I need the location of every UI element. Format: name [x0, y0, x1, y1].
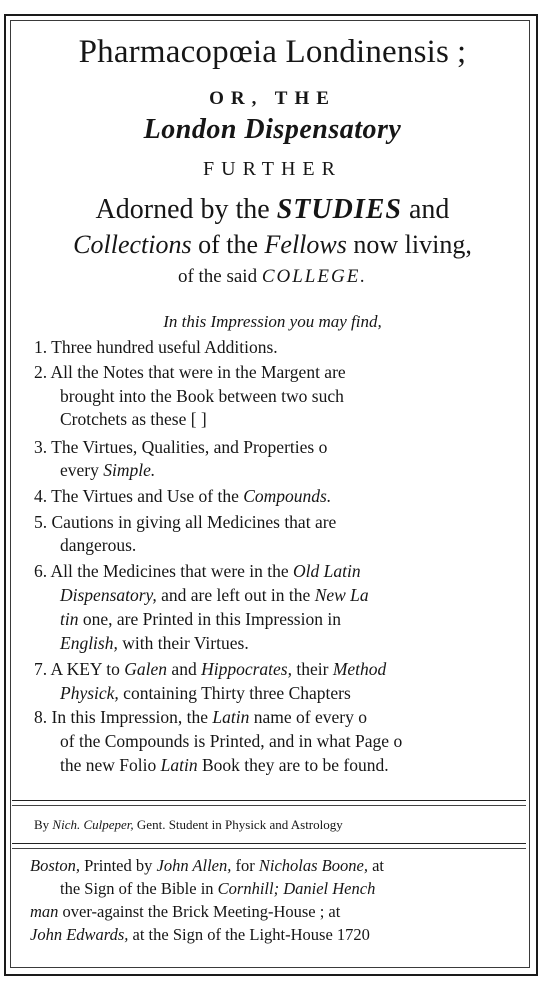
list-item-8-line-1: 8. In this Impression, the Latin name of every o — [34, 707, 367, 727]
list-item-6-line-2: Dispensatory, and are left out in the New La — [60, 585, 369, 605]
list-item-5-line-2: dangerous. — [60, 535, 137, 555]
imprint-line-1: Boston, Printed by John Allen, for Nicholas Boone, at — [30, 856, 384, 875]
book-title: Pharmacopœia Londinensis ; — [78, 34, 467, 70]
list-item-2-line-1: 2. All the Notes that were in the Margent are — [34, 362, 346, 382]
or-the-subtitle: OR, THE — [209, 88, 336, 109]
list-item-4: 4. The Virtues and Use of the Compounds. — [34, 486, 332, 506]
list-item-2-line-2: brought into the Book between two such — [60, 386, 344, 406]
further-subtitle: FURTHER — [203, 158, 342, 180]
imprint-line-4: John Edwards, at the Sign of the Light-House 1720 — [30, 925, 370, 944]
list-item-6-line-4: English, with their Virtues. — [60, 633, 249, 653]
author-line: By Nich. Culpeper, Gent. Student in Physick and Astrology — [34, 817, 343, 832]
divider-rule — [12, 800, 526, 801]
imprint-line-3: man over-against the Brick Meeting-House ; at — [30, 902, 341, 921]
list-item-1: 1. Three hundred useful Additions. — [34, 337, 278, 357]
divider-rule — [12, 848, 526, 849]
list-item-3-line-1: 3. The Virtues, Qualities, and Properties o — [34, 437, 328, 457]
list-item-5-line-1: 5. Cautions in giving all Medicines that are — [34, 512, 337, 532]
list-item-6-line-1: 6. All the Medicines that were in the Old Latin — [34, 561, 361, 581]
london-dispensatory-title: London Dispensatory — [143, 114, 402, 145]
collections-line: Collections of the Fellows now living, — [73, 230, 472, 259]
list-item-8-line-3: the new Folio Latin Book they are to be found. — [60, 755, 389, 775]
college-line: of the said COLLEGE. — [177, 266, 368, 287]
list-item-2-line-3: Crotchets as these [ ] — [60, 409, 207, 429]
divider-rule — [12, 805, 526, 806]
divider-rule — [12, 843, 526, 844]
list-item-6-line-3: tin one, are Printed in this Impression in — [60, 609, 341, 629]
list-item-8-line-2: of the Compounds is Printed, and in what Page o — [60, 731, 403, 751]
list-item-7-line-1: 7. A KEY to Galen and Hippocrates, their Method — [34, 659, 387, 679]
list-item-3-line-2: every Simple. — [60, 460, 156, 480]
adorned-line: Adorned by the STUDIES and — [95, 194, 450, 225]
impression-intro: In this Impression you may find, — [163, 312, 382, 331]
list-item-7-line-2: Physick, containing Thirty three Chapters — [60, 683, 351, 703]
imprint-line-2: the Sign of the Bible in Cornhill; Daniel Hench — [60, 879, 376, 898]
